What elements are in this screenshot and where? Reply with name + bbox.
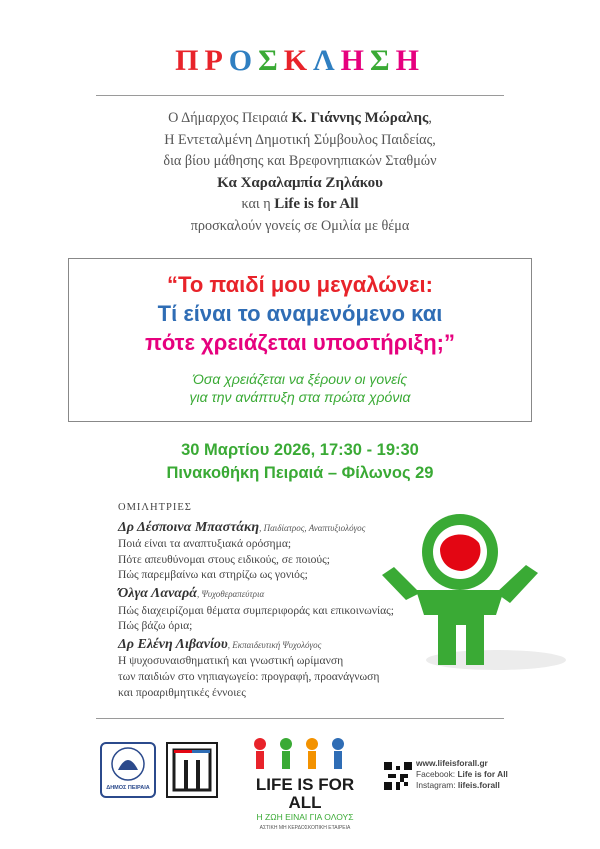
topic-line-1: “Το παιδί μου μεγαλώνει:: [167, 272, 433, 297]
dimos-logo: [100, 742, 156, 798]
lifeis-subtitle: ΑΣΤΙΚΗ ΜΗ ΚΕΡΔΟΣΚΟΠΙΚΗ ΕΤΑΙΡΕΙΑ: [259, 825, 351, 831]
speaker-topic-line: Πώς βάζω όρια;: [118, 619, 193, 633]
speaker-topic-line: Πότε απευθύνομαι στους ειδικούς, σε ποιούς;: [118, 552, 330, 566]
intro-line-5: και η Life is for All: [241, 196, 359, 213]
title-letter: Η: [395, 44, 425, 77]
lifeis-wordmark: LIFE IS FOR ALL: [255, 775, 355, 812]
title-letter: Η: [340, 44, 370, 77]
speaker-topic-line: Ποιά είναι τα αναπτυξιακά ορόσημα;: [118, 537, 292, 551]
bottom-divider: [96, 718, 504, 719]
speaker-role: , Ψυχοθεραπεύτρια: [197, 588, 265, 599]
speaker-topic-line: Πώς διαχειρίζομαι θέματα συμπεριφοράς και επικοινωνίας;: [118, 603, 394, 617]
dimos-emblem-icon: [102, 744, 154, 784]
speaker-topic-line: των παιδιών στο νηπιαγωγείο: προγραφή, προανάγνωση: [118, 669, 380, 683]
pinakothiki-logo: [166, 742, 218, 798]
speaker-role: , Παιδίατρος, Αναπτυξιολόγος: [259, 522, 366, 533]
top-divider: [96, 95, 504, 96]
facebook-line[interactable]: Facebook: Life is for All: [416, 769, 508, 779]
topic-subtitle-1: Όσα χρειάζεται να ξέρουν οι γονείς: [192, 371, 408, 387]
title-letter: Σ: [369, 44, 396, 77]
dimos-label: ΔΗΜΟΣ ΠΕΙΡΑΙΑ: [106, 785, 150, 791]
invitation-title: [0, 44, 600, 78]
title-letter: Σ: [258, 44, 284, 77]
figure-right-arm: [496, 565, 538, 603]
title-letter: Π: [175, 44, 205, 77]
figure-left-arm: [382, 567, 420, 600]
intro-line-1: Ο Δήμαρχος Πειραιά Κ. Γιάννης Μώραλης,: [168, 110, 432, 126]
intro-line-2: Η Εντεταλμένη Δημοτική Σύμβουλος Παιδείας,: [164, 131, 436, 148]
intro-line-6: προσκαλούν γονείς σε Ομιλία με θέμα: [190, 217, 410, 234]
topic-subtitle-2: για την ανάπτυξη στα πρώτα χρόνια: [189, 389, 411, 405]
lifeis-figures-icon: [240, 736, 370, 772]
intro-text: [60, 108, 540, 238]
lifeis-logo: [240, 736, 370, 831]
title-letter: Λ: [313, 44, 341, 77]
speakers-header: ΟΜΙΛΗΤΡΙΕΣ: [118, 502, 192, 513]
intro-line-3: δια βίου μάθησης και Βρεφονηπιακών Σταθμών: [163, 153, 437, 170]
contact-info: [416, 758, 566, 791]
speaker-topic-line: Πώς παρεμβαίνω και στηρίζω ως γονιός;: [118, 568, 308, 582]
speaker-name: Όλγα Λαναρά: [118, 585, 197, 601]
speaker-name: Δρ Ελένη Λιβανίου: [118, 636, 228, 652]
title-letter: Κ: [283, 44, 314, 77]
speaker-topic-line: και προαριθμητικές έννοιες: [118, 685, 246, 699]
topic-line-2: Τί είναι το αναμενόμενο και: [157, 301, 443, 326]
title-letter: Ρ: [204, 44, 229, 77]
instagram-line[interactable]: Instagram: lifeis.forall: [416, 780, 500, 790]
website-link[interactable]: www.lifeisforall.gr: [416, 758, 488, 768]
lifeis-tagline: Η ΖΩΗ ΕΙΝΑΙ ΓΙΑ ΟΛΟΥΣ: [256, 812, 354, 822]
speaker-role: , Εκπαιδευτική Ψυχολόγος: [227, 639, 322, 650]
topic-line-3: πότε χρειάζεται υποστήριξη;”: [145, 330, 455, 355]
figure-illustration: [376, 505, 566, 685]
title-letter: Ο: [228, 44, 259, 77]
pinakothiki-emblem-icon: [168, 744, 216, 796]
qr-code-icon[interactable]: [384, 762, 412, 790]
speaker-name: Δρ Δέσποινα Μπαστάκη: [118, 519, 260, 535]
event-datetime: 30 Μαρτίου 2026, 17:30 - 19:30: [181, 441, 419, 459]
speaker-topic-line: Η ψυχοσυναισθηματική και γνωστική ωρίμανση: [118, 654, 344, 668]
event-place: Πινακοθήκη Πειραιά – Φίλωνος 29: [166, 464, 434, 482]
intro-line-4: Κα Χαραλαμπία Ζηλάκου: [217, 174, 383, 191]
